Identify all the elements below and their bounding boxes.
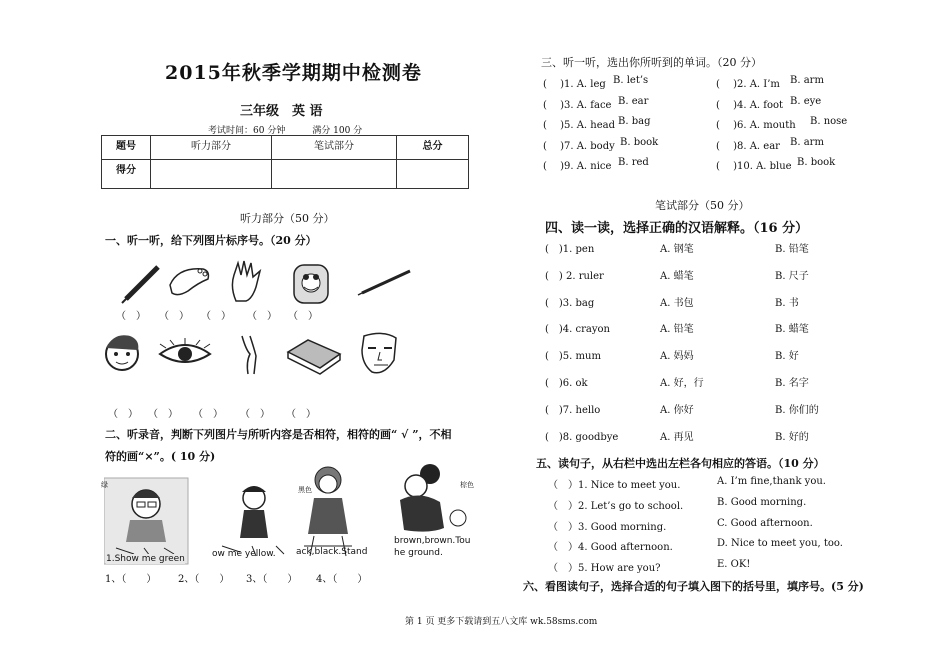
- q3-title: 三、听一听，选出你所听到的单词。（20 分）: [541, 56, 762, 69]
- q4-item-2-option-b: B. 尺子: [775, 270, 809, 282]
- score-header-total: 总分: [397, 136, 469, 160]
- q2-caption-1: 1.Show me green: [106, 554, 185, 564]
- exam-info: 考试时间：60 分钟 满分 100 分: [208, 126, 363, 136]
- score-header-written: 笔试部分: [272, 136, 397, 160]
- q2-caption-5: he ground.: [394, 548, 443, 558]
- q4-item-1-option-a: A. 钢笔: [660, 244, 694, 255]
- eye-picture: [160, 338, 210, 362]
- q2-picture-4: [400, 464, 466, 532]
- q4-item-8-option-a: A. 再见: [660, 431, 694, 443]
- q5-answer-A: A. I’m fine,thank you.: [717, 476, 826, 487]
- q2-side-label-2: 黑色: [298, 486, 312, 494]
- page-footer: 第 1 页 更多下载请到五八文库 wk.58sms.com: [405, 617, 598, 627]
- q4-item-7-option-a: A. 你好: [660, 404, 694, 416]
- q5-title: 五、读句子，从右栏中选出左栏各句相应的答语。（10 分）: [536, 457, 825, 470]
- q4-item-6-option-b: B. 名字: [775, 378, 809, 389]
- q3-item-9-option-b: B. red: [618, 157, 649, 168]
- score-table: [101, 135, 469, 189]
- q1-paren-1-5[interactable]: （ ）: [288, 311, 318, 322]
- q4-item-4-option-b: B. 蜡笔: [775, 324, 809, 336]
- score-cell-written[interactable]: [272, 160, 397, 189]
- q4-item-3-option-a: A. 书包: [660, 297, 694, 309]
- q4-item-1[interactable]: ( )1. pen: [545, 244, 595, 255]
- q1-pictures-row2: [100, 330, 410, 380]
- q4-item-8-option-b: B. 好的: [775, 431, 809, 443]
- q5-item-4[interactable]: （ ）4. Good afternoon.: [548, 542, 673, 554]
- q4-item-2-option-a: A. 蜡笔: [660, 270, 694, 282]
- q1-pictures-row1: [118, 257, 428, 307]
- q3-item-2-option-b: B. arm: [790, 75, 824, 86]
- q4-item-4[interactable]: ( )4. crayon: [545, 324, 610, 336]
- score-header-listening: 听力部分: [151, 136, 272, 160]
- q1-paren-2-1[interactable]: （ ）: [108, 409, 138, 420]
- score-row-label: 得分: [102, 160, 151, 189]
- q3-item-2[interactable]: ( )2. A. I’m: [716, 79, 780, 90]
- q6-title: 六、看图读句子，选择合适的句子填入图下的括号里，填序号。(5 分): [523, 580, 864, 593]
- q2-title-line1: 二、听录音，判断下列图片与所听内容是否相符，相符的画“ √ ”，不相: [105, 428, 452, 441]
- q2-caption-3: ack,black.Stand: [296, 547, 368, 557]
- q2-side-label-3: 棕色: [460, 481, 474, 489]
- q4-item-7-option-b: B. 你们的: [775, 404, 819, 416]
- q5-answer-E: E. OK!: [717, 559, 751, 571]
- q2-picture-2: [222, 486, 284, 556]
- q3-item-5[interactable]: ( )5. A. head: [543, 120, 616, 131]
- score-header-number: 题号: [102, 136, 151, 160]
- score-cell-listening[interactable]: [151, 160, 272, 189]
- q3-item-3[interactable]: ( )3. A. face: [543, 99, 612, 111]
- q4-item-2[interactable]: ( ) 2. ruler: [545, 270, 604, 282]
- hand-picture: [232, 261, 260, 301]
- q3-item-9[interactable]: ( )9. A. nice: [543, 161, 612, 172]
- q3-item-4-option-b: B. eye: [790, 95, 822, 107]
- q2-picture-1: [104, 478, 188, 564]
- q2-caption-2: ow me yellow.: [212, 549, 276, 559]
- pen-picture: [122, 267, 158, 303]
- q4-item-4-option-a: A. 铅笔: [660, 324, 694, 336]
- man-face-picture: [362, 333, 396, 372]
- q3-item-6[interactable]: ( )6. A. mouth: [716, 120, 796, 131]
- q5-item-1[interactable]: （ ）1. Nice to meet you.: [548, 480, 681, 491]
- q5-answer-B: B. Good morning.: [717, 496, 807, 508]
- q2-answer-4[interactable]: 4、（ ）: [316, 574, 368, 585]
- q1-paren-2-2[interactable]: （ ）: [148, 409, 178, 420]
- q1-paren-1-1[interactable]: （ ）: [116, 311, 146, 322]
- q4-item-6-option-a: A. 好，行: [660, 378, 704, 389]
- q2-answer-3[interactable]: 3、（ ）: [246, 574, 298, 585]
- q1-title: 一、听一听，给下列图片标序号。（20 分）: [105, 234, 317, 247]
- score-cell-total[interactable]: [397, 160, 469, 189]
- foot-picture: [170, 269, 208, 295]
- q5-answer-C: C. Good afternoon.: [717, 517, 813, 529]
- q4-item-5-option-a: A. 妈妈: [660, 351, 694, 363]
- q4-title: 四、读一读，选择正确的汉语解释。（16 分）: [545, 221, 809, 236]
- q3-item-1[interactable]: ( )1. A. leg: [543, 79, 606, 90]
- q2-side-label-1: 绿: [101, 481, 108, 489]
- q1-paren-1-2[interactable]: （ ）: [159, 311, 189, 322]
- q4-item-8[interactable]: ( )8. goodbye: [545, 431, 619, 443]
- q3-item-5-option-b: B. bag: [618, 116, 651, 127]
- page-subtitle: 三年级 英 语: [240, 104, 323, 119]
- q3-item-3-option-b: B. ear: [618, 95, 649, 107]
- q3-item-6-option-b: B. nose: [810, 116, 848, 127]
- q3-item-4[interactable]: ( )4. A. foot: [716, 99, 784, 111]
- q3-item-10[interactable]: ( )10. A. blue: [716, 161, 792, 172]
- q1-paren-2-4[interactable]: （ ）: [240, 409, 270, 420]
- q4-item-3[interactable]: ( )3. bag: [545, 297, 595, 309]
- q4-item-5[interactable]: ( )5. mum: [545, 351, 601, 363]
- q5-item-2[interactable]: （ ）2. Let’s go to school.: [548, 500, 684, 512]
- written-section-title: 笔试部分（50 分）: [655, 199, 750, 212]
- boy-face-picture: [106, 335, 138, 370]
- q2-answer-1[interactable]: 1、（ ）: [105, 574, 157, 585]
- q4-item-7[interactable]: ( )7. hello: [545, 404, 601, 416]
- q3-item-7[interactable]: ( )7. A. body: [543, 140, 615, 152]
- leg-picture: [242, 336, 256, 374]
- q4-item-6[interactable]: ( )6. ok: [545, 378, 588, 389]
- book-picture: [288, 340, 340, 374]
- q2-title-line2: 符的画“×”。( 10 分): [105, 450, 216, 463]
- q5-item-3[interactable]: （ ）3. Good morning.: [548, 521, 667, 533]
- q3-item-8[interactable]: ( )8. A. ear: [716, 140, 780, 152]
- q5-answer-D: D. Nice to meet you, too.: [717, 538, 843, 550]
- q4-item-1-option-b: B. 铅笔: [775, 244, 809, 255]
- q2-caption-4: brown,brown.Tou: [394, 536, 471, 546]
- q4-item-5-option-b: B. 好: [775, 351, 799, 363]
- bag-picture: [294, 265, 328, 303]
- q2-answer-2[interactable]: 2、（ ）: [178, 574, 230, 585]
- q1-paren-2-3[interactable]: （ ）: [193, 409, 223, 420]
- q3-item-10-option-b: B. book: [797, 157, 836, 168]
- q5-item-5[interactable]: （ ）5. How are you?: [548, 563, 661, 575]
- q1-paren-1-3[interactable]: （ ）: [201, 311, 231, 322]
- q2-picture-3: [304, 467, 352, 556]
- q3-item-1-option-b: B. let’s: [613, 75, 649, 86]
- q4-item-3-option-b: B. 书: [775, 297, 799, 309]
- q3-item-8-option-b: B. arm: [790, 136, 824, 148]
- pencil-picture: [358, 271, 410, 295]
- q3-item-7-option-b: B. book: [620, 136, 659, 148]
- q1-paren-1-4[interactable]: （ ）: [247, 311, 277, 322]
- q1-paren-2-5[interactable]: （ ）: [286, 409, 316, 420]
- listening-section-title: 听力部分（50 分）: [240, 212, 335, 225]
- page-title: 2015年秋季学期期中检测卷: [165, 62, 422, 84]
